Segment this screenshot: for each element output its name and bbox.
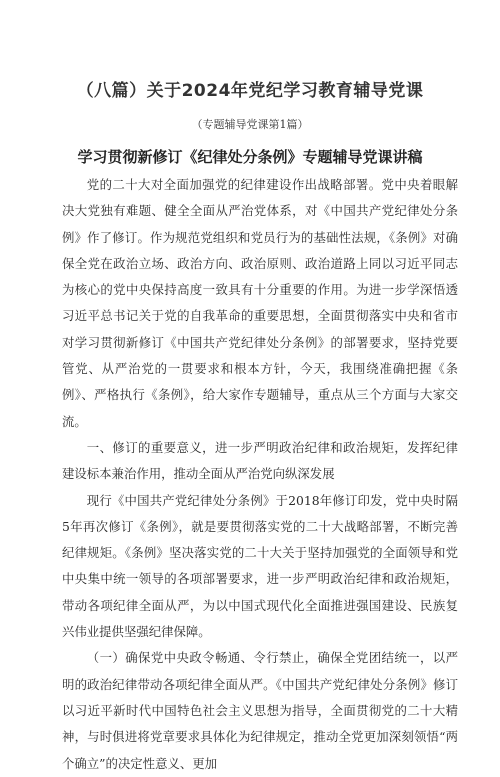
paragraph-background: 现行《中国共产党纪律处分条例》于2018年修订印发，党中央时隔5年再次修订《条例》，就是要贯彻落实党的二十大战略部署，不断完善纪律规矩。《条例》坚决落实党的二十大关于坚持加强党的全面领导和党中央集中统一领导的各项部署要求，进一步严明政治纪律和政治规矩，带动各项纪律全面从严，为以中国式现代化全面推进强国建设、民族复兴伟业提供坚强纪律保障。: [62, 492, 458, 640]
series-label: （专题辅导党课第1篇）: [191, 118, 309, 131]
document-body: [62, 172, 458, 777]
lecture-title: 学习贯彻新修订《纪律处分条例》专题辅导党课讲稿: [77, 148, 423, 166]
document-title: （八篇）关于2024年党纪学习教育辅导党课: [76, 81, 424, 101]
section-heading-1: 一、修订的重要意义，进一步严明政治纪律和政治规矩，发挥纪律建设标本兼治作用，推动全面从严治党向纵深发展: [62, 439, 458, 482]
paragraph-intro: 党的二十大对全面加强党的纪律建设作出战略部署。党中央着眼解决大党独有难题、健全全面从严治党体系，对《中国共产党纪律处分条例》作了修订。作为规范党组织和党员行为的基础性法规，《条例》对确保全党在政治立场、政治方向、政治原则、政治道路上同以习近平同志为核心的党中央保持高度一致具有十分重要的作用。为进一步学深悟透习近平总书记关于党的自我革命的重要思想，全面贯彻落实中央和省市对学习贯彻新修订《中国共产党纪律处分条例》的部署要求，坚持党要管党、从严治党的一贯要求和根本方针，今天，我围绕准确把握《条例》、严格执行《条例》，给大家作专题辅导，重点从三个方面与大家交流。: [62, 177, 458, 429]
paragraph-point-1: （一）确保党中央政令畅通、令行禁止，确保全党团结统一，以严明的政治纪律带动各项纪律全面从严。《中国共产党纪律处分条例》修订以习近平新时代中国特色社会主义思想为指导，全面贯彻党的二十大精神，与时俱进将党章要求具体化为纪律规定，推动全党更加深刻领悟“两个确立”的决定性意义、更加: [62, 650, 458, 771]
